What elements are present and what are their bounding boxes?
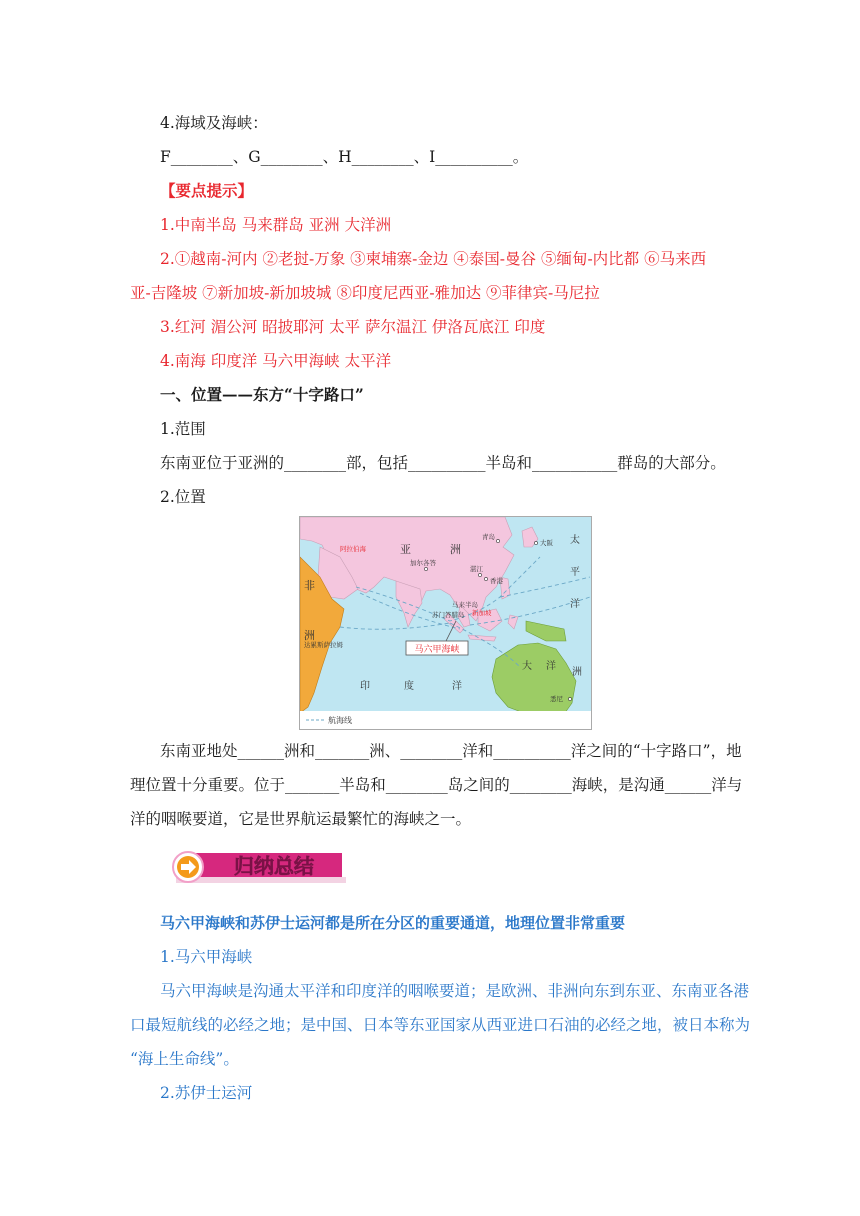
label-asia1: 亚 (400, 543, 411, 556)
summary-item2-title: 2.苏伊士运河 (160, 1084, 253, 1102)
city-sydney: 悉尼 (550, 695, 563, 703)
banner-text: 归纳总结 (234, 854, 314, 878)
label-indian1: 印 (360, 681, 370, 692)
label-indian3: 洋 (452, 681, 462, 692)
city-dares: 达累斯萨拉姆 (304, 641, 343, 649)
label-oceania2: 洋 (546, 661, 556, 672)
hints-heading: 【要点提示】 (160, 181, 254, 200)
hint-line-1: 1.中南半岛 马来群岛 亚洲 大洋洲 (160, 216, 392, 234)
label-asia2: 洲 (450, 543, 461, 556)
summary-item1-line2: 口最短航线的必经之地；是中国、日本等东亚国家从西亚进口石油的必经之地，被日本称为 (130, 1016, 751, 1034)
hint-line-3: 3.红河 湄公河 昭披耶河 太平 萨尔温江 伊洛瓦底江 印度 (160, 318, 546, 336)
city-zhanjiang: 湛江 (470, 565, 483, 573)
label-oceania3: 洲 (572, 667, 582, 678)
position-title: 2.位置 (160, 488, 206, 506)
para-line-1: 东南亚地处______洲和_______洲、________洋和__________洋之间的“十字路口”，地 (160, 742, 742, 760)
hint-line-2b: 亚-吉隆坡 ⑦新加坡-新加坡城 ⑧印度尼西亚-雅加达 ⑨菲律宾-马尼拉 (130, 284, 600, 302)
summary-heading: 马六甲海峡和苏伊士运河都是所在分区的重要通道，地理位置非常重要 (160, 914, 626, 932)
label-malay: 马来半岛 (452, 601, 478, 609)
hint-line-2a: 2.①越南-河内 ②老挝-万象 ③柬埔寨-金边 ④泰国-曼谷 ⑤缅甸-内比都 ⑥马来西 (160, 250, 707, 268)
scope-text: 东南亚位于亚洲的________部，包括__________半岛和___________群岛的大部分。 (160, 454, 726, 472)
label-pacific1: 太 (570, 535, 580, 546)
label-pacific2: 平 (570, 567, 580, 578)
city-qingdao: 青岛 (482, 533, 495, 541)
label-sumatra: 苏门答腊岛 (432, 611, 465, 619)
southeast-asia-map (299, 516, 592, 730)
label-africa1: 非 (304, 579, 315, 592)
para-line-3: 洋的咽喉要道，它是世界航运最繁忙的海峡之一。 (130, 810, 472, 828)
section4-blanks: F________、G________、H________、I__________。 (160, 148, 529, 166)
label-oceania1: 大 (522, 661, 532, 672)
city-hongkong: 香港 (490, 577, 503, 585)
summary-item1-line1: 马六甲海峡是沟通太平洋和印度洋的咽喉要道；是欧洲、非洲向东到东亚、东南亚各港 (160, 982, 750, 1000)
hint-line-4: 4.南海 印度洋 马六甲海峡 太平洋 (160, 352, 392, 370)
part1-heading: 一、位置——东方“十字路口” (160, 385, 364, 404)
summary-item1-line3: “海上生命线”。 (130, 1050, 239, 1068)
city-kolkata: 加尔各答 (410, 559, 436, 567)
label-arabia: 阿拉伯海 (340, 545, 366, 553)
summary-banner (166, 847, 346, 887)
city-osaka: 大阪 (540, 539, 553, 547)
label-africa2: 洲 (304, 629, 315, 642)
label-singapore: 新加坡 (472, 609, 492, 617)
scope-title: 1.范围 (160, 420, 206, 438)
legend-label: 航海线 (328, 716, 352, 725)
summary-item1-title: 1.马六甲海峡 (160, 948, 253, 966)
section4-title: 4.海域及海峡： (160, 114, 268, 132)
strait-label: 马六甲海峡 (414, 645, 460, 655)
label-pacific3: 洋 (570, 599, 580, 610)
para-line-2: 理位置十分重要。位于_______半岛和________岛之间的________海峡，是沟通______洋与 (130, 776, 743, 794)
label-indian2: 度 (404, 681, 414, 692)
